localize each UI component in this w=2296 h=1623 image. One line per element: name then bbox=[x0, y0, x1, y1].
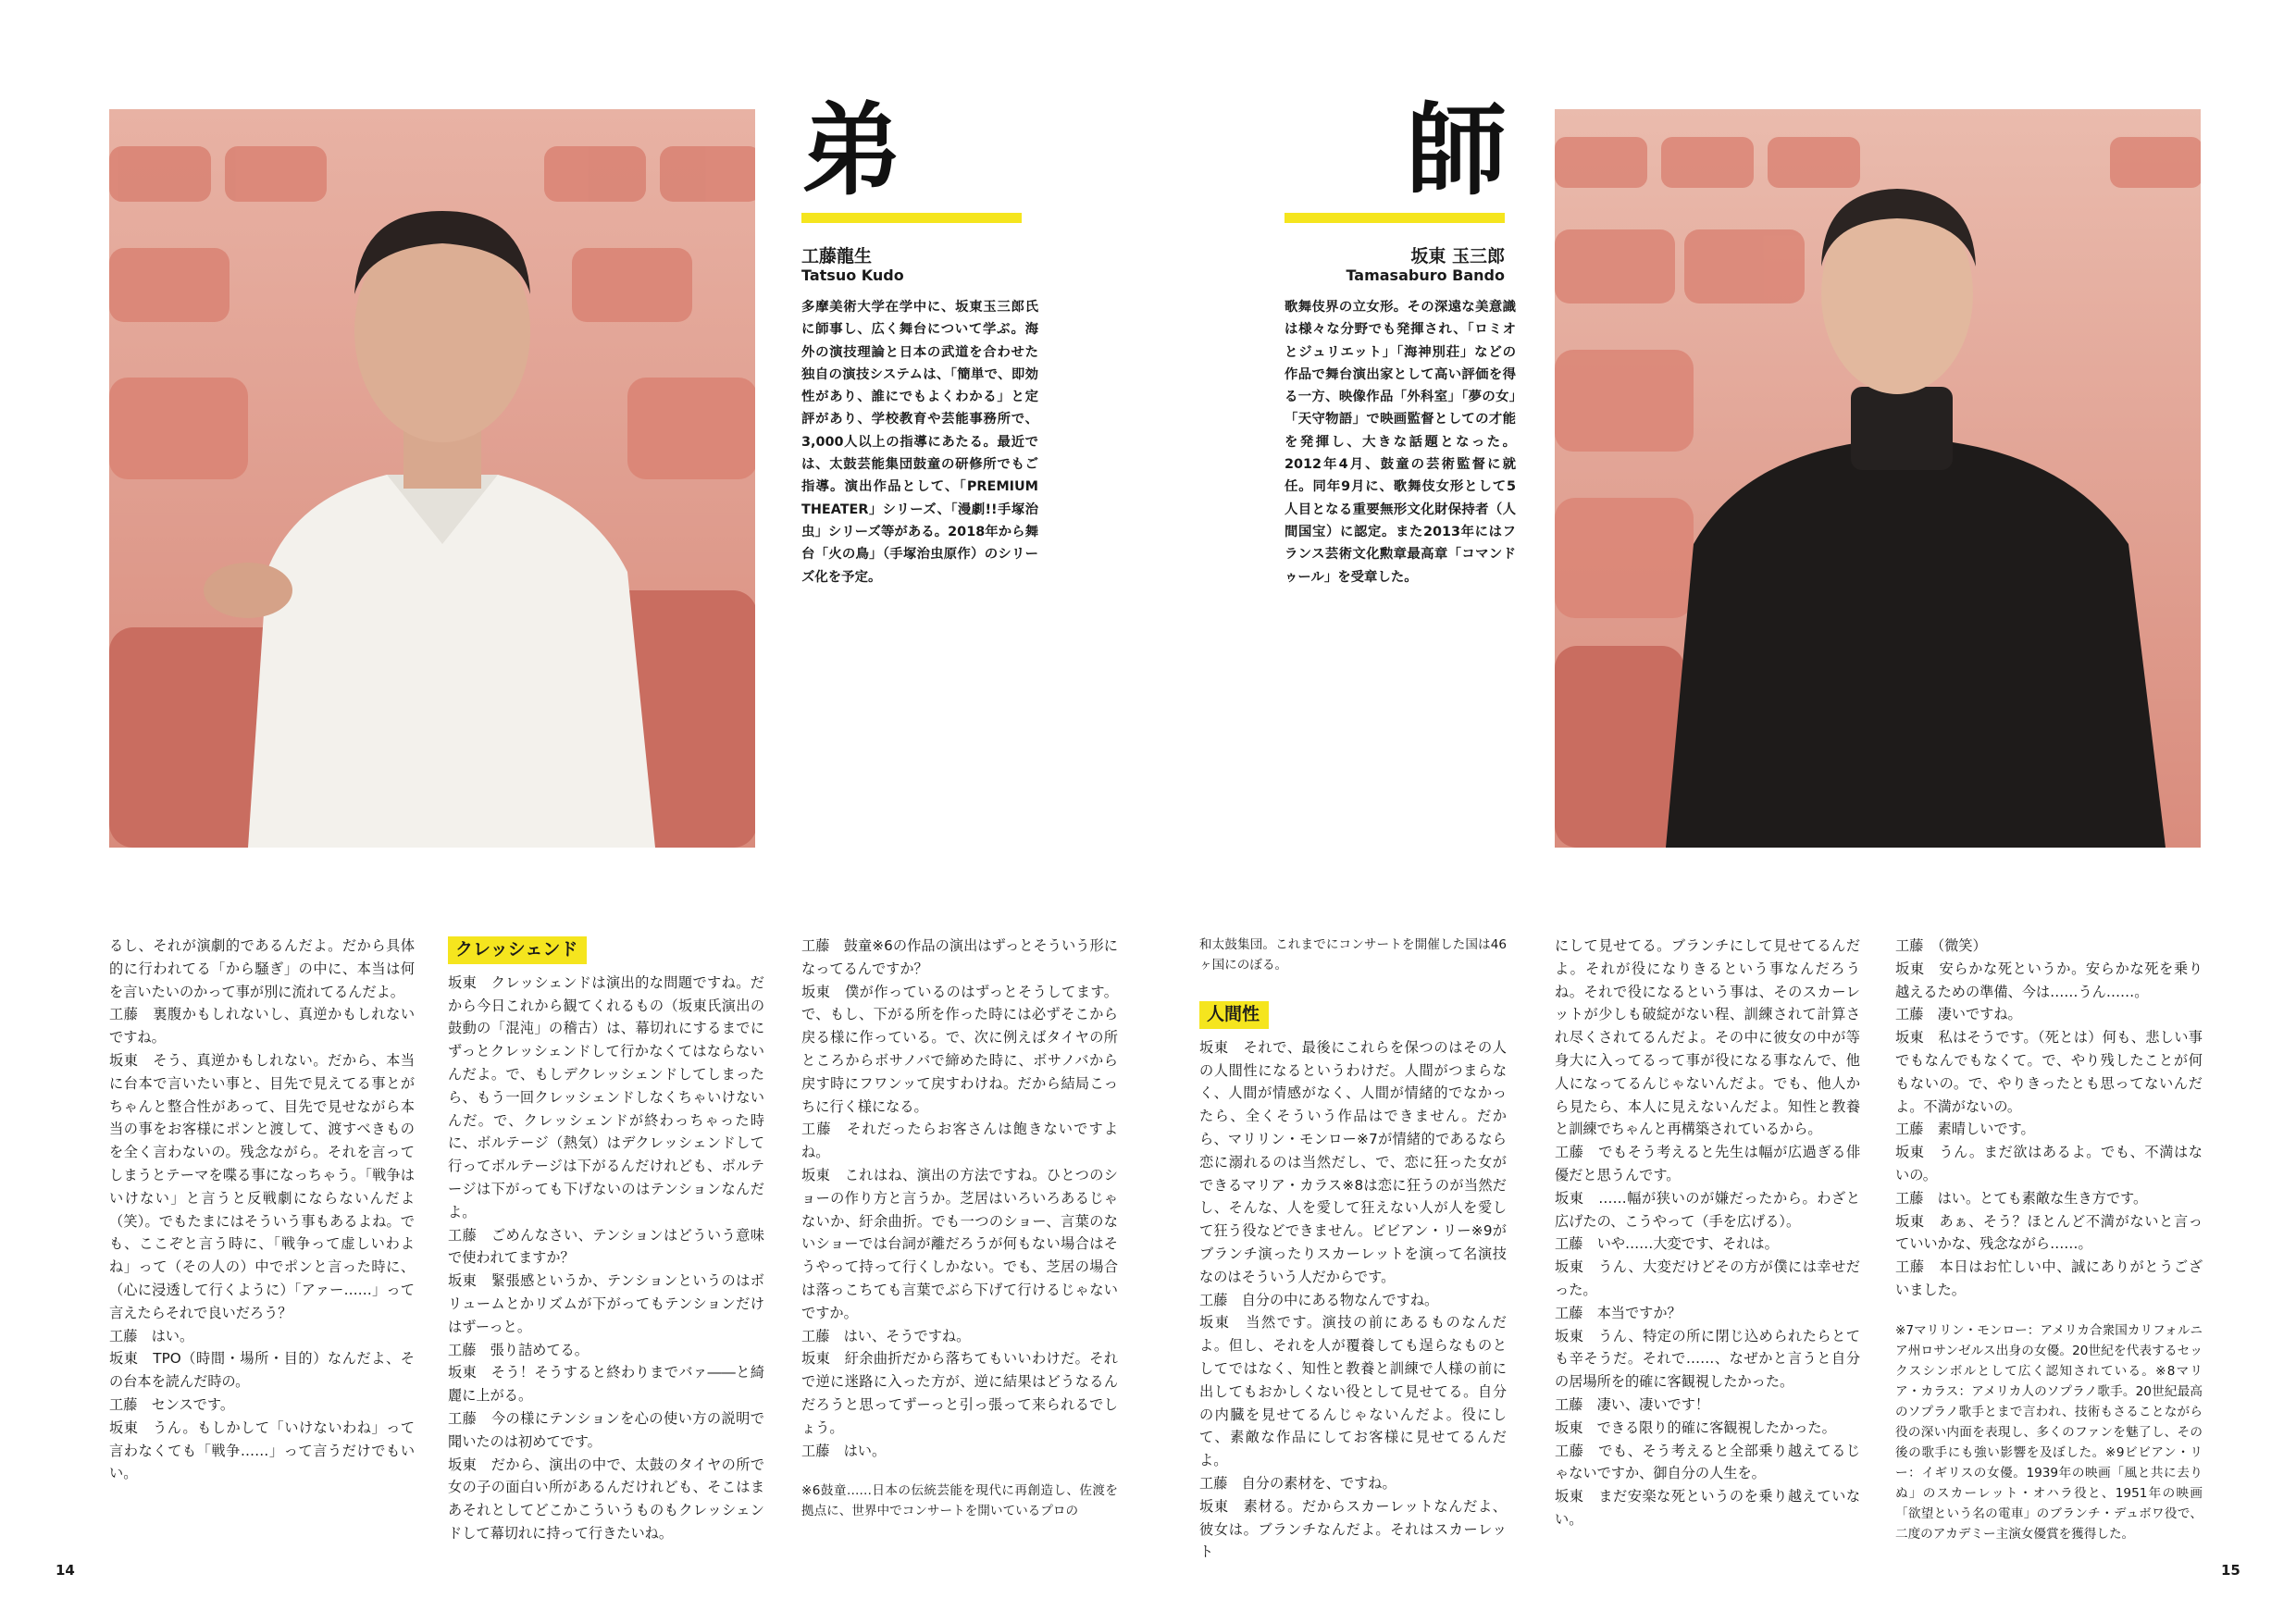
footnotes-7-9: ※7マリリン・モンロー：アメリカ合衆国カリフォルニア州ロサンゼルス出身の女優。20世紀を代表するセックスシンボルとして広く認知されている。※8マリア・カラス：アメリカ人のソプラノ歌手。20世紀最高のソプラノ歌手とまで言われ、技術もさることながら役の深い内面を表現し、多くのファンを魅了し、その後の歌手にも強い影響を及ぼした。※9ビビアン・リー：イギリスの女優。1939年の映画「風と共に去りぬ」のスカーレット・オハラ役と、1951年の映画「欲望という名の電車」のブランチ・デュボワ役で、二度のアカデミー主演女優賞を獲得した。 bbox=[1895, 1322, 2203, 1542]
name-kudo-en: Tatsuo Kudo bbox=[801, 266, 904, 284]
paragraph: 工藤 凄い、凄いです！ bbox=[1555, 1395, 1710, 1413]
paragraph: 坂東 ……幅が狭いのが嫌だったから。わざと広げたの、こうやって（手を広げる）。 bbox=[1555, 1189, 1860, 1230]
footnote-6-continued: 和太鼓集団。これまでにコンサートを開催した国は46ヶ国にのぼる。 bbox=[1199, 937, 1507, 973]
kanji-disciple: 弟 bbox=[801, 93, 902, 209]
paragraph: 工藤 はい。とても素敵な生き方です。 bbox=[1895, 1189, 2148, 1207]
paragraph: にして見せてる。ブランチにして見せてるんだよ。それが役になりきるという事なんだろうね。それで役になるという事は、そのスカーレットが少しも破綻がない程、訓練されて計算され尽くされてるんだよ。その中に彼女の中が等身大に入ってるって事が役になる事なんで、他人になってるんじゃないんだよ。でも、他人から見たら、本人に見えないんだよ。知性と教養と訓練でちゃんと再構築されているから。 bbox=[1555, 937, 1860, 1138]
paragraph: 坂東 素材る。だからスカーレットなんだよ、彼女は。ブランチなんだよ。それはスカーレット bbox=[1199, 1497, 1507, 1561]
paragraph: 坂東 まだ安楽な死というのを乗り越えていない。 bbox=[1555, 1488, 1860, 1528]
paragraph: 工藤 それだったらお客さんは飽きないですよね。 bbox=[801, 1121, 1118, 1161]
footnote-6: ※6鼓童……日本の伝統芸能を現代に再創造し、佐渡を拠点に、世界中でコンサートを開いているプロの bbox=[801, 1483, 1118, 1519]
column-5 bbox=[1555, 935, 1860, 1531]
section-heading-crescendo: クレッシェンド bbox=[448, 936, 587, 964]
paragraph: 坂東 あぁ、そう？ほとんど不満がないと言っていいかな、残念ながら……。 bbox=[1895, 1212, 2203, 1253]
section-heading-humanity: 人間性 bbox=[1199, 1001, 1269, 1029]
paragraph: 工藤 鼓童※6の作品の演出はずっとそういう形になってるんですか？ bbox=[801, 937, 1118, 977]
paragraph: 工藤 いや……大変です、それは。 bbox=[1555, 1235, 1779, 1253]
paragraph: 工藤 素晴しいです。 bbox=[1895, 1121, 2035, 1138]
column-1 bbox=[109, 935, 415, 1485]
paragraph: 工藤 （微笑） bbox=[1895, 937, 1987, 954]
kudo-portrait-illustration bbox=[109, 109, 755, 848]
photo-tamasaburo-bando bbox=[1555, 109, 2201, 848]
paragraph: 工藤 センスです。 bbox=[109, 1395, 235, 1413]
paragraph: 坂東 それで、最後にこれらを保つのはその人の人間性になるというわけだ。人間がつまらなく、人間が情感がなく、人間が情緒的でなかったら、全くそういう作品はできません。だから、マリリン・モンロー※7が情緒的であるなら恋に溺れるのは当然だし、で、恋に狂った女ができるマリア・カラス※8は恋に狂うのが当然だし、そんな、人を愛して狂えない人が人を愛して狂う役などできません。ビビアン・リー※9がブランチ演ったりスカーレットを演って名演技なのはそういう人だからです。 bbox=[1199, 1038, 1508, 1285]
paragraph: 坂東 だから、演出の中で、太鼓のタイヤの所で女の子の面白い所があるんだけれども、そこはまあそれとしてどこかこういうものもクレッシェンドして幕切れに持って行きたいね。 bbox=[448, 1456, 764, 1542]
bando-portrait-illustration bbox=[1555, 109, 2201, 848]
paragraph: 坂東 うん、特定の所に閉じ込められたらとても辛そうだ。それで……、なぜかと言うと自分の居場所を的確に客観視したかった。 bbox=[1555, 1327, 1860, 1391]
paragraph: 坂東 TPO（時間・場所・目的）なんだよ、その台本を読んだ時の。 bbox=[109, 1350, 415, 1391]
photo-tatsuo-kudo bbox=[109, 109, 755, 848]
paragraph: 工藤 本日はお忙しい中、誠にありがとうございました。 bbox=[1895, 1258, 2203, 1298]
paragraph: 工藤 はい。 bbox=[801, 1442, 887, 1459]
column-4 bbox=[1199, 935, 1507, 1564]
paragraph: 坂東 そう！そうすると終わりまでバァ――と綺麗に上がる。 bbox=[448, 1364, 764, 1405]
paragraph: 坂東 紆余曲折だから落ちてもいいわけだ。それで逆に迷路に入った方が、逆に結果はどうなるんだろうと思ってずーっと引っ張って来られるでしょう。 bbox=[801, 1350, 1118, 1436]
name-kudo-ja: 工藤龍生 bbox=[801, 246, 873, 266]
paragraph: 坂東 私はそうです。（死とは）何も、悲しい事でもなんでもなくて。で、やり残したことが何もないの。で、やりきったとも思ってないんだよ。不満がないの。 bbox=[1895, 1029, 2203, 1115]
paragraph: 工藤 本当ですか？ bbox=[1555, 1304, 1682, 1321]
paragraph: 坂東 安らかな死というか。安らかな死を乗り越えるための準備、今は……うん……。 bbox=[1895, 960, 2203, 1000]
paragraph: 坂東 これはね、演出の方法ですね。ひとつのショーの作り方と言うか。芝居はいろいろあるじゃないか、紆余曲折。でも一つのショー、言葉のないショーでは台詞が離だろうが何もない場合はそうやって持って行くしかない。でも、芝居の場合は落っこちても言葉でぶら下げて行けるじゃないですか。 bbox=[801, 1166, 1118, 1321]
name-bando-en: Tamasaburo Bando bbox=[1346, 266, 1505, 284]
paragraph: 工藤 でも、そう考えると全部乗り越えてるじゃないですか、御自分の人生を。 bbox=[1555, 1442, 1860, 1482]
paragraph: 工藤 張り詰めてる。 bbox=[448, 1341, 589, 1358]
paragraph: 工藤 ごめんなさい、テンションはどういう意味で使われてますか？ bbox=[448, 1226, 764, 1267]
paragraph: 工藤 はい、そうですね。 bbox=[801, 1327, 971, 1344]
paragraph: 坂東 当然です。演技の前にあるものなんだよ。但し、それを人が覆養しても逞らなものとしてではなく、知性と教養と訓練で人様の前に出してもおかしくない役として見せてる。自分の内臓を見せてるんじゃないんだよ。役にして、素敵な作品にしてお客様に見せてるんだよ。 bbox=[1199, 1314, 1507, 1469]
paragraph: 坂東 うん。もしかして「いけないわね」って言わなくても「戦争……」って言うだけでもいい。 bbox=[109, 1419, 415, 1482]
paragraph: 坂東 うん、大変だけどその方が僕には幸せだった。 bbox=[1555, 1258, 1860, 1298]
paragraph: 工藤 凄いですね。 bbox=[1895, 1006, 2022, 1023]
paragraph: 坂東 緊張感というか、テンションというのはボリュームとかリズムが下がってもテンションだけはずーっと。 bbox=[448, 1272, 764, 1335]
paragraph: 工藤 今の様にテンションを心の使い方の説明で聞いたのは初めてです。 bbox=[448, 1409, 764, 1450]
accent-bar-right bbox=[1285, 213, 1505, 223]
bio-kudo: 多摩美術大学在学中に、坂東玉三郎氏に師事し、広く舞台について学ぶ。海外の演技理論と日本の武道を合わせた独自の演技システムは、「簡単で、即効性があり、誰にでもよくわかる」と定評があり、学校教育や芸能事務所で、3,000人以上の指導にあたる。最近では、太鼓芸能集団鼓童の研修所でもご指導。演出作品として、「PREMIUM THEATER」シリーズ、「漫劇!!手塚治虫」シリーズ等がある。2018年から舞台「火の鳥」（手塚治虫原作）のシリーズ化を予定。 bbox=[801, 300, 1038, 585]
column-6 bbox=[1895, 935, 2203, 1544]
paragraph: 坂東 僕が作っているのはずっとそうしてます。で、もし、下がる所を作った時には必ずそこから戻る様に作っている。で、次に例えばタイヤの所ところからボサノバで締めた時に、ボサノバから戻す時にフワンッて戻すわけね。だから結局こっちに行く様になる。 bbox=[801, 983, 1118, 1115]
page-number-left: 14 bbox=[56, 1562, 75, 1579]
paragraph: 坂東 クレッシェンドは演出的な問題ですね。だから今日これから観てくれるもの（坂東氏演出の鼓動の「混沌」の稽古）は、幕切れにするまでにずっとクレッシェンドして行かなくてはならないんだよ。で、もしデクレッシェンドしてしまったら、もう一回クレッシェンドしなくちゃいけないんだ。で、クレッシェンドが終わっちゃった時に、ボルテージ（熱気）はデクレッシェンドして行ってボルテージは下がるんだけれども、ボルテージは下がっても下げないのはテンションなんだよ。 bbox=[448, 973, 764, 1220]
paragraph: るし、それが演劇的であるんだよ。だから具体的に行われてる「から騒ぎ」の中に、本当は何を言いたいのかって事が別に流れてるんだよ。 bbox=[109, 937, 415, 1000]
column-3 bbox=[801, 935, 1118, 1521]
paragraph: 坂東 うん。まだ欲はあるよ。でも、不満はないの。 bbox=[1895, 1144, 2203, 1183]
paragraph: 工藤 裏腹かもしれないし、真逆かもしれないですね。 bbox=[109, 1006, 415, 1047]
bio-bando: 歌舞伎界の立女形。その深遠な美意識は様々な分野でも発揮され、「ロミオとジュリエット」「海神別荘」などの作品で舞台演出家として高い評価を得る一方、映像作品「外科室」「夢の女」「天守物語」で映画監督としての才能を発揮し、大きな話題となった。2012年4月、鼓童の芸術監督に就任。同年9月に、歌舞伎女形として5人目となる重要無形文化財保持者（人間国宝）に認定。また2013年にはフランス芸術文化勲章最高章「コマンドゥール」を受章した。 bbox=[1285, 300, 1516, 585]
name-bando-ja: 坂東 玉三郎 bbox=[1410, 246, 1505, 266]
column-2 bbox=[448, 935, 764, 1545]
accent-bar-left bbox=[801, 213, 1022, 223]
paragraph: 工藤 でもそう考えると先生は幅が広過ぎる俳優だと思うんです。 bbox=[1555, 1144, 1860, 1183]
paragraph: 坂東 できる限り的確に客観視したかった。 bbox=[1555, 1419, 1836, 1436]
paragraph: 坂東 そう、真逆かもしれない。だから、本当に台本で言いたい事と、目先で見えてる事とがちゃんと整合性があって、目先で見せながら本当の事をお客様にポンと渡して、渡すべきものを全く言わないの。残念ながら。それを言ってしまうとテーマを喋る事になっちゃう。「戦争はいけない」と言うと反戦劇にならないんだよ（笑）。でもたまにはそういう事もあるよね。でも、ここぞと言う時に、「戦争って虚しいわよね」って（その人の）中でポンと言った時に、（心に浸透して行くように）「アァー……」って言えたらそれで良いだろう？ bbox=[109, 1051, 415, 1321]
paragraph: 工藤 はい。 bbox=[109, 1327, 194, 1344]
paragraph: 工藤 自分の中にある物なんですね。 bbox=[1199, 1291, 1439, 1308]
page-number-right: 15 bbox=[2221, 1562, 2240, 1579]
kanji-master: 師 bbox=[1407, 93, 1508, 209]
paragraph: 工藤 自分の素材を、ですね。 bbox=[1199, 1474, 1396, 1492]
